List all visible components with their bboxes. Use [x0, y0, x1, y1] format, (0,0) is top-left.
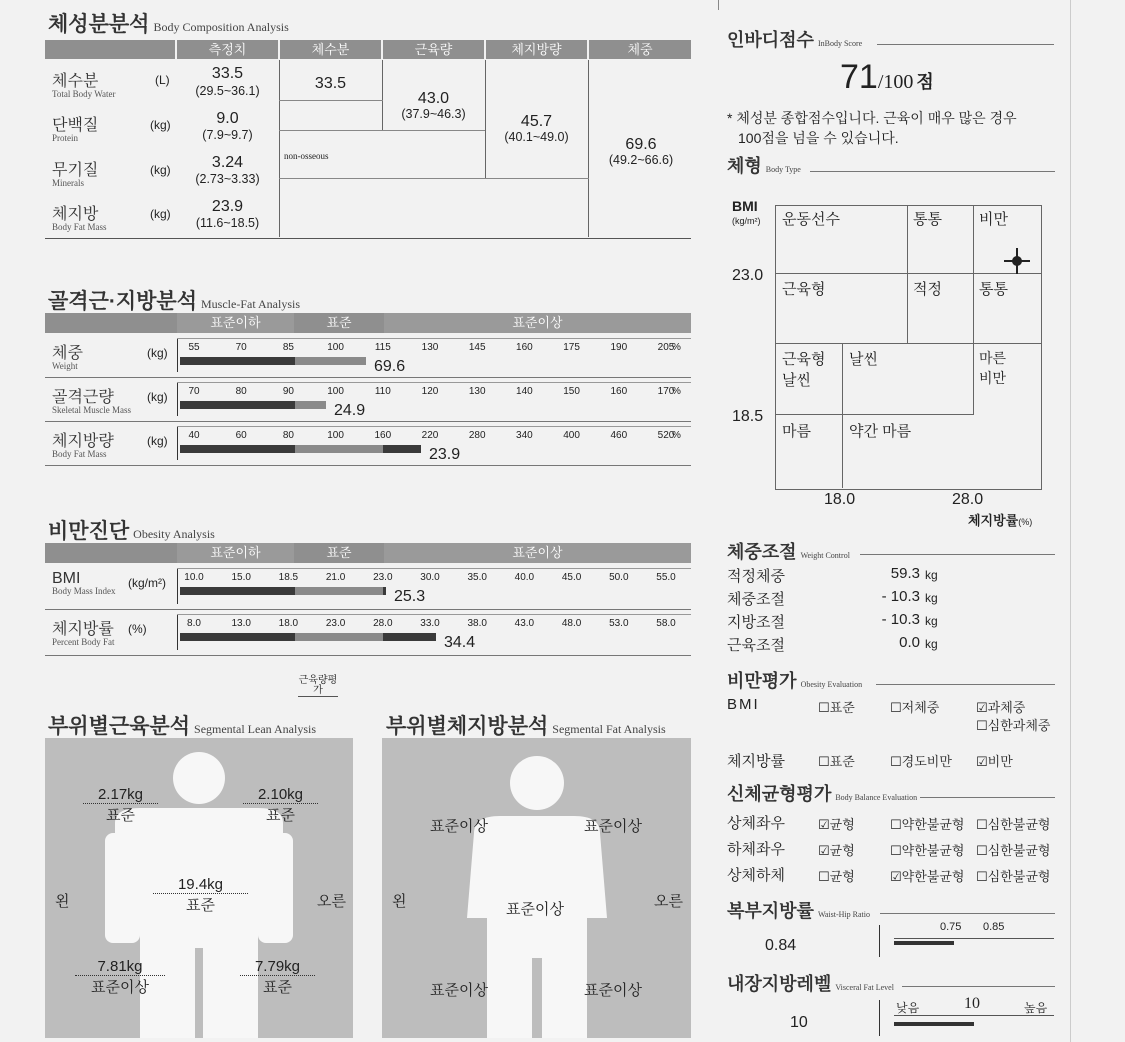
muscle_fat-bar-over-2: [383, 445, 421, 453]
muscle_fat-row-unit-0: (kg): [147, 346, 168, 360]
whr-title: 복부지방률 Waist-Hip Ratio: [727, 901, 870, 921]
obesity-tick-0-7: 40.0: [514, 572, 535, 583]
wc-label-1: 체중조절: [727, 591, 785, 608]
muscle_fat-pct-0: %: [672, 342, 681, 353]
bmi-tick-18-5: 18.5: [732, 408, 764, 425]
muscle_fat-tick-2-9: 460: [610, 430, 628, 441]
bmi-tick-23: 23.0: [732, 267, 764, 284]
obesity-tick-1-5: 33.0: [420, 618, 440, 629]
minerals-value: 3.24: [211, 154, 244, 171]
body-type-title: 체형 Body Type: [727, 156, 801, 176]
bb-option-1-0[interactable]: ☑균형: [818, 843, 855, 858]
eval-bmi-label: BMI: [727, 696, 760, 713]
muscle_fat-bar-dark-0: [180, 357, 295, 365]
muscle_fat-tick-1-8: 150: [563, 386, 580, 397]
bmi-option-underweight[interactable]: ☐저체중: [890, 700, 940, 715]
segmental-lean-title: 부위별근육분석 Segmental Lean Analysis: [48, 715, 316, 738]
muscle_fat-tick-0-9: 190: [610, 342, 628, 353]
row-label-water: 체수분 Total Body Water: [52, 73, 116, 99]
fat-left-arm: 표준이상: [430, 818, 488, 835]
bb-option-2-0[interactable]: ☐균형: [818, 869, 855, 884]
muscle_fat-tick-1-0: 70: [188, 386, 200, 397]
obesity-tick-0-2: 18.5: [278, 572, 299, 583]
obesity-value-1: 34.4: [444, 634, 476, 651]
muscle_fat-tick-0-1: 70: [235, 342, 247, 353]
fat-right-leg: 표준이상: [584, 982, 642, 999]
ffm-value: 45.7: [520, 113, 553, 130]
header-weight: 체중: [589, 40, 691, 59]
lean-left-label: 왼: [55, 893, 70, 910]
muscle_fat-tick-2-3: 100: [327, 430, 344, 441]
segmental-fat-panel: [382, 738, 691, 1038]
muscle_fat-tick-2-6: 280: [468, 430, 486, 441]
inbody-note-2: 100점을 넘을 수 있습니다.: [738, 130, 899, 146]
lean-right-label: 오른: [317, 893, 346, 910]
muscle_fat-bar-dark-1: [180, 401, 295, 409]
visceral-mid: 10: [964, 995, 980, 1012]
muscle_fat-tick-0-8: 175: [563, 342, 580, 353]
eval-pbf-label: 체지방률: [727, 753, 785, 770]
wc-label-0: 적정체중: [727, 568, 785, 585]
obesity-tick-0-9: 50.0: [609, 572, 629, 583]
fat-left-leg: 표준이상: [430, 982, 488, 999]
wc-value-2: - 10.3: [881, 611, 920, 628]
row-unit-fat: (kg): [150, 207, 171, 221]
non-osseous-label: non-osseous: [284, 151, 329, 161]
wc-label-2: 지방조절: [727, 614, 785, 631]
row-label-fat: 체지방 Body Fat Mass: [52, 206, 107, 232]
obesity-bar-over-1: [383, 633, 436, 641]
muscle_fat-tick-2-4: 160: [374, 430, 392, 441]
muscle_fat-tick-2-5: 220: [421, 430, 439, 441]
fat-left-label: 왼: [392, 893, 407, 910]
pbf-axis-label: 체지방률(%): [968, 513, 1033, 528]
cell-athlete: 운동선수: [782, 211, 840, 228]
muscle-eval-note: 근육량평가: [298, 675, 338, 696]
muscle_fat-tick-1-1: 80: [235, 386, 247, 397]
muscle_fat-tick-2-10: 520: [657, 430, 675, 441]
obesity-tick-1-1: 13.0: [231, 618, 251, 629]
muscle_fat-tick-1-7: 140: [516, 386, 533, 397]
wc-label-3: 근육조절: [727, 637, 785, 654]
obesity-tick-1-7: 43.0: [514, 618, 535, 629]
visceral-value: 10: [790, 1014, 808, 1031]
muscle_fat-tick-2-1: 60: [235, 430, 247, 441]
header-blank: [45, 40, 175, 59]
obesity-row-unit-0: (kg/m²): [128, 576, 166, 590]
muscle_fat-tick-1-5: 120: [421, 386, 439, 397]
pbf-tick-28: 28.0: [952, 491, 984, 508]
obesity-tick-0-10: 55.0: [656, 572, 676, 583]
obesity-tick-0-1: 15.0: [231, 572, 251, 583]
wc-unit-2: kg: [925, 614, 938, 628]
bmi-axis-label: BMI: [732, 198, 758, 214]
muscle_fat-tick-0-5: 130: [421, 342, 439, 353]
bb-option-1-2[interactable]: ☐심한불균형: [976, 843, 1051, 858]
muscle_fat-pct-2: %: [672, 430, 681, 441]
obesity-tick-1-4: 28.0: [373, 618, 393, 629]
cell-muscular-slim: 근육형 날씬: [782, 351, 826, 389]
obesity-bar-over-0: [383, 587, 386, 595]
body-type-marker: [1004, 248, 1030, 274]
obesity-row-label-0: BMI Body Mass Index: [52, 570, 116, 596]
cell-muscular: 근육형: [782, 281, 826, 298]
obesity-band-standard: 표준: [296, 543, 382, 563]
muscle_fat-tick-1-10: 170: [657, 386, 675, 397]
header-ffm: 체지방량: [486, 40, 587, 59]
header-muscle: 근육량: [383, 40, 484, 59]
lean-left-leg: 7.81kg 표준이상: [75, 958, 165, 997]
muscle_fat-tick-0-2: 85: [282, 342, 294, 353]
obesity-tick-1-10: 58.0: [656, 618, 676, 629]
segmental-fat-title: 부위별체지방분석 Segmental Fat Analysis: [386, 715, 666, 738]
cell-obese: 비만: [979, 211, 1008, 228]
muscle_fat-row-unit-1: (kg): [147, 390, 168, 404]
wc-unit-0: kg: [925, 568, 938, 582]
muscle_fat-tick-1-6: 130: [468, 386, 486, 397]
muscle_fat-value-0: 69.6: [374, 358, 406, 375]
obesity-bar-mid-0: [295, 587, 383, 595]
obesity-row-label-1: 체지방률 Percent Body Fat: [52, 621, 115, 647]
obesity-band-above: 표준이상: [384, 543, 691, 563]
bb-option-1-1[interactable]: ☐약한불균형: [890, 843, 965, 858]
whr-tick-0-75: 0.75: [940, 921, 962, 933]
obesity-eval-title: 비만평가 Obesity Evaluation: [727, 671, 863, 691]
row-label-minerals: 무기질 Minerals: [52, 162, 99, 188]
wc-value-1: - 10.3: [881, 588, 920, 605]
obesity-tick-0-4: 23.0: [373, 572, 393, 583]
obesity-tick-1-6: 38.0: [467, 618, 487, 629]
bb-label-2: 상체하체: [727, 867, 785, 884]
muscle_fat-tick-2-0: 40: [188, 430, 200, 441]
bmi-option-standard[interactable]: ☐표준: [818, 700, 855, 715]
obesity-tick-1-9: 53.0: [609, 618, 629, 629]
muscle_fat-row-unit-2: (kg): [147, 434, 168, 448]
visceral-low: 낮음: [896, 1001, 920, 1015]
muscle-value: 43.0: [417, 90, 450, 107]
pbf-option-mild[interactable]: ☐경도비만: [890, 754, 952, 769]
muscle_fat-pct-1: %: [672, 386, 681, 397]
visceral-high: 높음: [1024, 1001, 1048, 1015]
muscle-fat-title: 골격근·지방분석 Muscle-Fat Analysis: [48, 290, 300, 313]
muscle_fat-value-2: 23.9: [429, 446, 461, 463]
ffm-range: (40.1~49.0): [504, 130, 569, 144]
row-unit-protein: (kg): [150, 118, 171, 132]
minerals-range: (2.73~3.33): [195, 172, 260, 186]
muscle_fat-tick-0-0: 55: [188, 342, 200, 353]
muscle_fat-bar-mid-2: [295, 445, 383, 453]
weight-range: (49.2~66.6): [608, 153, 674, 167]
obesity-band-below: 표준이하: [177, 543, 294, 563]
muscle_fat-tick-1-9: 160: [610, 386, 628, 397]
lean-right-arm: 2.10kg 표준: [243, 786, 318, 825]
wc-value-0: 59.3: [890, 565, 920, 582]
whr-tick-0-85: 0.85: [983, 921, 1005, 933]
lean-trunk: 19.4kg 표준: [153, 876, 248, 915]
obesity-tick-0-5: 30.0: [420, 572, 440, 583]
whr-bar: [894, 941, 954, 945]
muscle_fat-row-label-2: 체지방량 Body Fat Mass: [52, 433, 114, 459]
bb-option-2-1[interactable]: ☑약한불균형: [890, 869, 965, 884]
obesity-tick-1-3: 23.0: [325, 618, 346, 629]
body-balance-title: 신체균형평가 Body Balance Evaluation: [727, 784, 918, 804]
band-above: 표준이상: [384, 313, 691, 333]
muscle_fat-bar-mid-1: [295, 401, 326, 409]
inbody-score: 71/100 점: [840, 58, 934, 96]
cell-chubby: 통통: [913, 211, 942, 228]
muscle_fat-bar-mid-0: [295, 357, 366, 365]
cell-thin: 마름: [782, 423, 811, 440]
bmi-axis-unit: (kg/m²): [732, 216, 761, 226]
muscle_fat-tick-0-6: 145: [468, 342, 486, 353]
band-standard: 표준: [296, 313, 382, 333]
water-total: 33.5: [314, 75, 347, 92]
muscle_fat-tick-2-2: 80: [282, 430, 294, 441]
muscle_fat-tick-2-7: 340: [516, 430, 533, 441]
wc-unit-1: kg: [925, 591, 938, 605]
muscle_fat-row-label-0: 체중 Weight: [52, 345, 83, 371]
row-label-protein: 단백질 Protein: [52, 117, 99, 143]
header-water: 체수분: [280, 40, 381, 59]
bmi-option-severe[interactable]: ☐심한과체중: [976, 718, 1051, 733]
muscle_fat-tick-1-3: 100: [327, 386, 344, 397]
segmental-lean-panel: [45, 738, 353, 1038]
header-measured: 측정치: [177, 40, 278, 59]
cell-slim: 날씬: [849, 351, 878, 368]
pbf-option-standard[interactable]: ☐표준: [818, 754, 855, 769]
lean-right-leg: 7.79kg 표준: [240, 958, 315, 997]
protein-range: (7.9~9.7): [202, 128, 253, 142]
muscle_fat-bar-dark-2: [180, 445, 295, 453]
bb-option-2-2[interactable]: ☐심한불균형: [976, 869, 1051, 884]
muscle_fat-tick-0-3: 100: [327, 342, 344, 353]
obesity-value-0: 25.3: [394, 588, 426, 605]
cell-thin-obese: 마른 비만: [979, 350, 1007, 386]
fat-range: (11.6~18.5): [195, 216, 260, 230]
muscle_fat-tick-2-8: 400: [563, 430, 580, 441]
obesity-tick-1-0: 8.0: [187, 618, 201, 629]
obesity-tick-1-8: 48.0: [561, 618, 582, 629]
fat-right-arm: 표준이상: [584, 818, 642, 835]
obesity-tick-0-3: 21.0: [325, 572, 346, 583]
water-value: 33.5: [211, 65, 244, 82]
muscle_fat-row-label-1: 골격근량 Skeletal Muscle Mass: [52, 389, 131, 415]
wc-unit-3: kg: [925, 637, 938, 651]
obesity-row-unit-1: (%): [128, 622, 147, 636]
muscle_fat-value-1: 24.9: [334, 402, 366, 419]
visceral-bar: [894, 1022, 974, 1026]
row-unit-water: (L): [155, 73, 170, 87]
obesity-bar-dark-0: [180, 587, 295, 595]
pbf-option-obese[interactable]: ☑비만: [976, 754, 1013, 769]
band-below: 표준이하: [177, 313, 294, 333]
whr-value: 0.84: [765, 937, 797, 954]
row-unit-minerals: (kg): [150, 163, 171, 177]
bb-option-0-1[interactable]: ☐약한불균형: [890, 817, 965, 832]
inbody-note-1: * 체성분 종합점수입니다. 근육이 매우 많은 경우: [727, 110, 1017, 126]
fat-value: 23.9: [211, 198, 244, 215]
fat-right-label: 오른: [654, 893, 683, 910]
obesity-title: 비만진단 Obesity Analysis: [48, 520, 215, 543]
muscle_fat-tick-1-4: 110: [374, 386, 391, 397]
bb-label-1: 하체좌우: [727, 841, 785, 858]
bmi-option-overweight[interactable]: ☑과체중: [976, 700, 1026, 715]
weight-control-title: 체중조절 Weight Control: [727, 542, 850, 562]
visceral-title: 내장지방레벨 Visceral Fat Level: [727, 974, 894, 994]
body-composition-title: 체성분분석 Body Composition Analysis: [48, 13, 289, 36]
muscle_fat-tick-1-2: 90: [282, 386, 294, 397]
muscle-range: (37.9~46.3): [401, 107, 466, 121]
obesity-bar-dark-1: [180, 633, 295, 641]
cell-normal: 적정: [913, 281, 942, 298]
bb-label-0: 상체좌우: [727, 815, 785, 832]
wc-value-3: 0.0: [899, 634, 920, 651]
water-range: (29.5~36.1): [195, 84, 260, 98]
muscle_fat-tick-0-7: 160: [516, 342, 533, 353]
pbf-tick-18: 18.0: [824, 491, 856, 508]
muscle_fat-tick-0-10: 205: [657, 342, 675, 353]
obesity-tick-0-0: 10.0: [184, 572, 204, 583]
obesity-tick-0-8: 45.0: [561, 572, 582, 583]
obesity-bar-mid-1: [295, 633, 383, 641]
bb-option-0-2[interactable]: ☐심한불균형: [976, 817, 1051, 832]
obesity-tick-1-2: 18.0: [278, 618, 299, 629]
obesity-tick-0-6: 35.0: [467, 572, 487, 583]
fat-trunk: 표준이상: [506, 901, 564, 918]
lean-left-arm: 2.17kg 표준: [83, 786, 158, 825]
bb-option-0-0[interactable]: ☑균형: [818, 817, 855, 832]
cell-chubby-2: 통통: [979, 281, 1008, 298]
protein-value: 9.0: [216, 110, 239, 127]
cell-slightly-thin: 약간 마름: [849, 423, 912, 440]
inbody-score-title: 인바디점수 InBody Score: [727, 30, 863, 50]
weight-value: 69.6: [625, 136, 657, 153]
muscle_fat-tick-0-4: 115: [374, 342, 391, 353]
